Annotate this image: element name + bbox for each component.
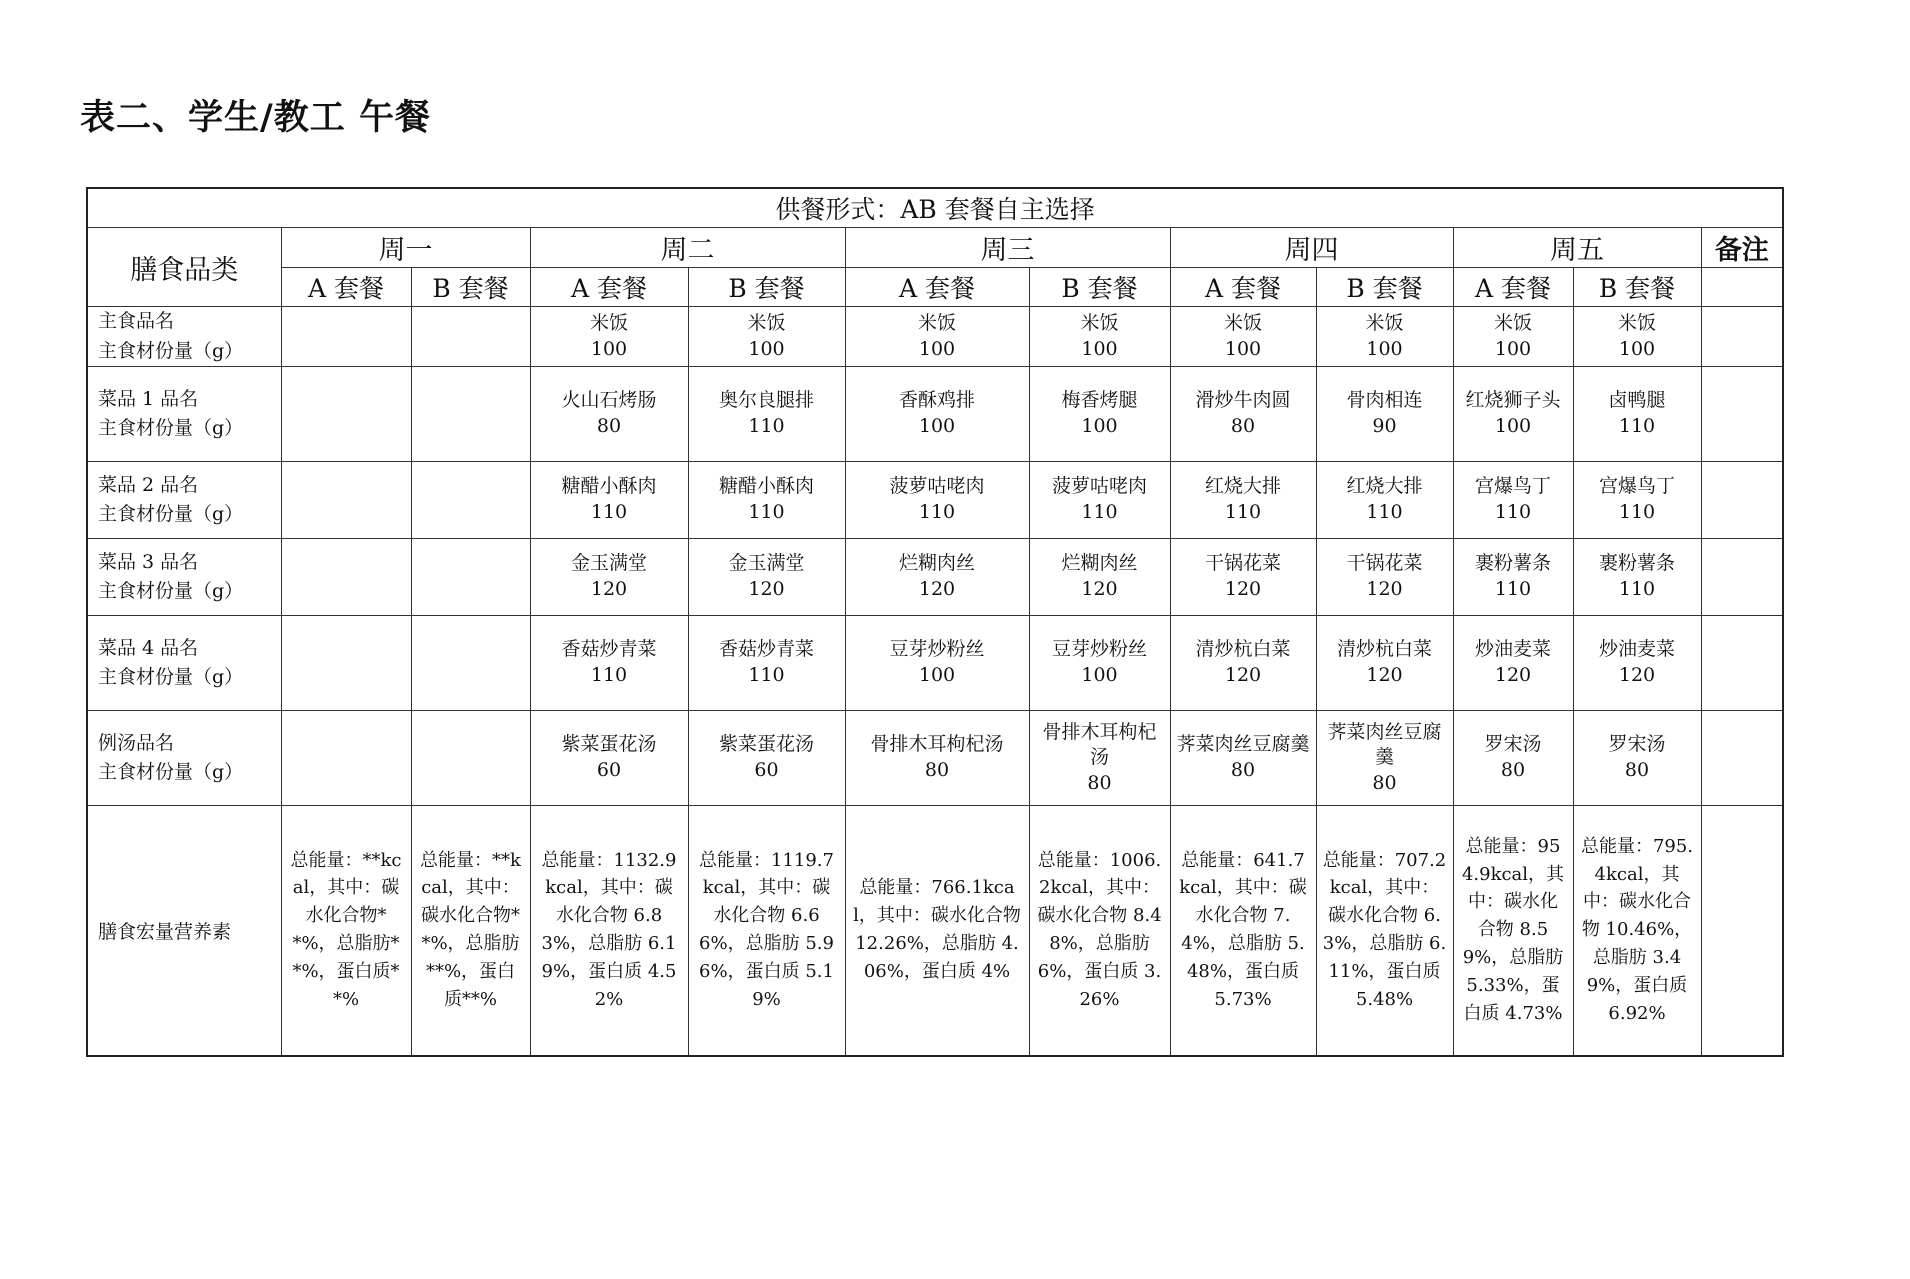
dish-quantity: 60	[754, 759, 779, 781]
dish-cell	[1029, 711, 1170, 806]
dish-name: 菠萝咕咾肉	[889, 475, 985, 498]
row-label-qty: 主食材份量（g）	[98, 417, 244, 439]
dish-quantity: 110	[1224, 501, 1262, 523]
dish-quantity: 100	[1494, 337, 1532, 360]
nutrition-cell: 总能量：**kcal，其中：碳水化合物**%，总脂肪**%，蛋白质**%	[411, 806, 530, 1056]
dish-cell	[1029, 539, 1170, 616]
note-cell	[1701, 806, 1783, 1056]
dish-name: 红烧狮子头	[1465, 389, 1561, 412]
dish-name: 红烧大排	[1346, 475, 1423, 498]
row-label	[87, 539, 281, 616]
dish-name: 罗宋汤	[1484, 733, 1542, 756]
dish-quantity: 120	[1224, 578, 1262, 600]
nutrition-cell: 总能量：795.4kcal，其中：碳水化合物 10.46%，总脂肪 3.49%，蛋白质 6.92%	[1573, 806, 1701, 1056]
dish-name: 骨排木耳枸杞汤	[870, 733, 1004, 756]
dish-quantity: 90	[1372, 415, 1397, 437]
nutrition-cell: 总能量：**kcal，其中：碳水化合物**%，总脂肪**%，蛋白质**%	[281, 806, 411, 1056]
row-label-qty: 主食材份量（g）	[98, 339, 244, 362]
dish-name: 米饭	[589, 311, 628, 334]
dish-quantity: 80	[1087, 771, 1112, 794]
dish-cell	[281, 367, 411, 462]
dish-quantity: 100	[918, 415, 956, 437]
dish-name: 炒油麦菜	[1598, 638, 1675, 661]
row-label	[87, 711, 281, 806]
set-a-header: A 套餐	[1453, 268, 1573, 307]
nutrition-label: 膳食宏量营养素	[87, 806, 281, 1056]
dish-cell	[1170, 307, 1316, 367]
note-cell	[1701, 539, 1783, 616]
dish-name: 奥尔良腿排	[718, 389, 814, 412]
nutrition-cell: 总能量：1119.7kcal，其中：碳水化合物 6.66%，总脂肪 5.96%，蛋白质 5.19%	[688, 806, 845, 1056]
dish-quantity: 120	[748, 578, 785, 600]
dish-quantity: 110	[748, 501, 785, 523]
dish-quantity: 100	[918, 664, 956, 686]
dish-name: 卤鸭腿	[1608, 389, 1666, 412]
dish-cell	[845, 367, 1029, 462]
day-header: 周一	[281, 228, 530, 268]
dish-cell	[1316, 367, 1453, 462]
dish-quantity: 110	[748, 664, 785, 686]
nutrition-cell: 总能量：1006.2kcal，其中：碳水化合物 8.48%，总脂肪 6%，蛋白质 3.26%	[1029, 806, 1170, 1056]
row-label-name: 主食品名	[98, 310, 175, 333]
dish-cell	[845, 462, 1029, 539]
dish-cell	[530, 367, 688, 462]
dish-name: 干锅花菜	[1204, 552, 1281, 575]
day-header: 周四	[1170, 228, 1453, 268]
row-label-name: 菜品 2 品名	[98, 473, 199, 496]
row-label	[87, 616, 281, 711]
dish-name: 干锅花菜	[1346, 552, 1423, 575]
dish-quantity: 120	[1366, 664, 1403, 686]
dish-cell	[1573, 367, 1701, 462]
dish-cell	[530, 539, 688, 616]
dish-quantity: 80	[1500, 759, 1526, 781]
dish-name: 糖醋小酥肉	[561, 475, 657, 498]
dish-cell	[1573, 307, 1701, 367]
row-label-name: 菜品 1 品名	[98, 387, 199, 410]
dish-quantity: 80	[1230, 759, 1256, 781]
dish-cell	[1170, 367, 1316, 462]
dish-quantity: 80	[1230, 415, 1256, 437]
dish-cell	[281, 539, 411, 616]
table-row	[87, 367, 1783, 462]
dish-cell	[530, 307, 688, 367]
dish-quantity: 80	[924, 759, 950, 781]
nutrition-cell: 总能量：1132.9kcal，其中：碳水化合物 6.83%，总脂肪 6.19%，蛋白质 4.52%	[530, 806, 688, 1056]
dish-name: 骨肉相连	[1346, 389, 1423, 412]
dish-quantity: 80	[1624, 759, 1650, 781]
dish-quantity: 120	[590, 578, 628, 600]
dish-cell	[1573, 616, 1701, 711]
dish-name: 香菇炒青菜	[718, 638, 814, 661]
dish-quantity: 100	[918, 337, 956, 360]
note-header: 备注	[1701, 228, 1783, 268]
dish-name: 金玉满堂	[570, 552, 647, 575]
dish-cell	[845, 711, 1029, 806]
row-label-name: 菜品 3 品名	[98, 550, 199, 573]
note-cell	[1701, 307, 1783, 367]
dish-cell	[688, 539, 845, 616]
dish-name: 香菇炒青菜	[561, 638, 657, 661]
nutrition-row	[87, 806, 1783, 1056]
dish-name: 烂糊肉丝	[1061, 552, 1138, 575]
dish-cell	[1170, 711, 1316, 806]
table-row	[87, 539, 1783, 616]
table-row	[87, 616, 1783, 711]
row-label	[87, 367, 281, 462]
dish-cell	[281, 462, 411, 539]
set-b-header: B 套餐	[411, 268, 530, 307]
dish-cell	[1170, 462, 1316, 539]
dish-quantity: 100	[748, 337, 785, 360]
dish-cell	[1453, 616, 1573, 711]
dish-cell	[1453, 367, 1573, 462]
nutrition-cell: 总能量：954.9kcal，其中：碳水化合物 8.59%，总脂肪 5.33%，蛋白质 4.73%	[1453, 806, 1573, 1056]
dish-cell	[688, 462, 845, 539]
dish-quantity: 100	[1081, 337, 1118, 360]
dish-cell	[1316, 616, 1453, 711]
dish-quantity: 120	[1494, 664, 1532, 686]
dish-cell	[1573, 539, 1701, 616]
row-label	[87, 307, 281, 367]
dish-cell	[281, 307, 411, 367]
set-b-header: B 套餐	[1316, 268, 1453, 307]
row-label	[87, 462, 281, 539]
dish-name: 骨排木耳枸杞汤	[1042, 720, 1157, 769]
service-format: 供餐形式：AB 套餐自主选择	[87, 188, 1783, 228]
set-a-header: A 套餐	[530, 268, 688, 307]
dish-cell	[688, 367, 845, 462]
dish-quantity: 120	[1366, 578, 1403, 600]
dish-cell	[1170, 539, 1316, 616]
dish-name: 金玉满堂	[728, 552, 805, 575]
dish-name: 紫菜蛋花汤	[561, 733, 657, 756]
dish-cell	[411, 367, 530, 462]
dish-name: 米饭	[1223, 311, 1262, 334]
dish-cell	[688, 616, 845, 711]
note-cell	[1701, 367, 1783, 462]
dish-cell	[1170, 616, 1316, 711]
dish-quantity: 80	[1372, 771, 1397, 794]
nutrition-cell: 总能量：766.1kcal，其中：碳水化合物 12.26%，总脂肪 4.06%，蛋白质 4%	[845, 806, 1029, 1056]
note-cell	[1701, 268, 1783, 307]
dish-name: 滑炒牛肉圆	[1195, 389, 1291, 412]
dish-name: 裹粉薯条	[1598, 552, 1675, 575]
dish-quantity: 100	[1224, 337, 1262, 360]
dish-cell	[1453, 462, 1573, 539]
dish-name: 梅香烤腿	[1061, 389, 1138, 412]
set-b-header: B 套餐	[1573, 268, 1701, 307]
dish-cell	[530, 711, 688, 806]
dish-cell	[1316, 539, 1453, 616]
category-header: 膳食品类	[87, 228, 281, 307]
dish-cell	[1029, 616, 1170, 711]
dish-quantity: 110	[918, 501, 956, 523]
dish-quantity: 100	[1081, 664, 1118, 686]
dish-name: 烂糊肉丝	[898, 552, 975, 575]
set-b-header: B 套餐	[688, 268, 845, 307]
dish-quantity: 120	[1618, 664, 1656, 686]
page-title: 表二、学生/教工 午餐	[80, 98, 431, 138]
row-label-qty: 主食材份量（g）	[98, 580, 244, 602]
dish-name: 米饭	[747, 311, 786, 334]
dish-cell	[1453, 539, 1573, 616]
dish-cell	[845, 307, 1029, 367]
dish-quantity: 110	[1618, 415, 1656, 437]
dish-quantity: 100	[1081, 415, 1118, 437]
dish-cell	[411, 539, 530, 616]
dish-name: 荠菜肉丝豆腐羹	[1176, 733, 1310, 756]
nutrition-cell: 总能量：707.2kcal，其中：碳水化合物 6.3%，总脂肪 6.11%，蛋白质 5.48%	[1316, 806, 1453, 1056]
dish-name: 荠菜肉丝豆腐羹	[1327, 720, 1442, 769]
row-label-qty: 主食材份量（g）	[98, 761, 244, 783]
note-cell	[1701, 616, 1783, 711]
dish-name: 紫菜蛋花汤	[718, 733, 814, 756]
dish-quantity: 110	[590, 501, 628, 523]
dish-cell	[1573, 462, 1701, 539]
dish-name: 米饭	[917, 311, 956, 334]
dish-name: 米饭	[1617, 311, 1656, 334]
dish-name: 裹粉薯条	[1474, 552, 1551, 575]
dish-cell	[1029, 307, 1170, 367]
lunch-menu-table	[86, 187, 1784, 1057]
dish-cell	[1316, 307, 1453, 367]
dish-name: 豆芽炒粉丝	[1051, 638, 1147, 661]
dish-name: 宫爆鸟丁	[1598, 475, 1675, 498]
dish-name: 米饭	[1493, 311, 1532, 334]
note-cell	[1701, 711, 1783, 806]
note-cell	[1701, 462, 1783, 539]
dish-name: 红烧大排	[1204, 475, 1281, 498]
row-label-name: 例汤品名	[98, 731, 175, 754]
dish-quantity: 120	[1224, 664, 1262, 686]
dish-quantity: 110	[748, 415, 785, 437]
dish-cell	[1573, 711, 1701, 806]
dish-quantity: 120	[1081, 578, 1118, 600]
set-a-header: A 套餐	[845, 268, 1029, 307]
dish-quantity: 110	[1366, 501, 1403, 523]
dish-cell	[688, 307, 845, 367]
row-label-name: 菜品 4 品名	[98, 636, 199, 659]
dish-name: 米饭	[1080, 311, 1119, 334]
dish-cell	[411, 462, 530, 539]
dish-name: 火山石烤肠	[561, 389, 657, 412]
dish-cell	[530, 616, 688, 711]
dish-cell	[1453, 307, 1573, 367]
dish-quantity: 110	[590, 664, 628, 686]
dish-name: 宫爆鸟丁	[1474, 475, 1551, 498]
dish-quantity: 110	[1494, 578, 1532, 600]
dish-name: 糖醋小酥肉	[718, 475, 814, 498]
dish-cell	[281, 616, 411, 711]
dish-quantity: 110	[1081, 501, 1118, 523]
dish-name: 香酥鸡排	[898, 389, 975, 412]
day-header: 周二	[530, 228, 845, 268]
dish-cell	[1316, 462, 1453, 539]
dish-cell	[411, 616, 530, 711]
dish-name: 罗宋汤	[1608, 733, 1666, 756]
dish-name: 菠萝咕咾肉	[1051, 475, 1147, 498]
dish-quantity: 100	[1366, 337, 1403, 360]
dish-name: 炒油麦菜	[1474, 638, 1551, 661]
dish-quantity: 110	[1494, 501, 1532, 523]
table-row	[87, 711, 1783, 806]
dish-cell	[1453, 711, 1573, 806]
dish-quantity: 110	[1618, 578, 1656, 600]
dish-cell	[530, 462, 688, 539]
dish-quantity: 100	[1618, 337, 1656, 360]
row-label-qty: 主食材份量（g）	[98, 666, 244, 688]
day-header: 周五	[1453, 228, 1701, 268]
dish-cell	[845, 539, 1029, 616]
dish-name: 米饭	[1365, 311, 1404, 334]
dish-cell	[281, 711, 411, 806]
set-b-header: B 套餐	[1029, 268, 1170, 307]
dish-cell	[688, 711, 845, 806]
dish-cell	[1029, 367, 1170, 462]
dish-cell	[411, 711, 530, 806]
dish-quantity: 110	[1618, 501, 1656, 523]
dish-quantity: 120	[918, 578, 956, 600]
dish-name: 豆芽炒粉丝	[889, 638, 985, 661]
set-a-header: A 套餐	[281, 268, 411, 307]
dish-cell	[1029, 462, 1170, 539]
set-a-header: A 套餐	[1170, 268, 1316, 307]
dish-cell	[845, 616, 1029, 711]
dish-quantity: 60	[596, 759, 622, 781]
dish-cell	[411, 307, 530, 367]
dish-quantity: 100	[590, 337, 628, 360]
dish-quantity: 80	[596, 415, 622, 437]
nutrition-cell: 总能量：641.7kcal，其中：碳水化合物 7.4%，总脂肪 5.48%，蛋白质 5.73%	[1170, 806, 1316, 1056]
dish-name: 清炒杭白菜	[1336, 638, 1432, 661]
dish-cell	[1316, 711, 1453, 806]
day-header: 周三	[845, 228, 1170, 268]
table-row	[87, 462, 1783, 539]
dish-name: 清炒杭白菜	[1195, 638, 1291, 661]
dish-quantity: 100	[1494, 415, 1532, 437]
row-label-qty: 主食材份量（g）	[98, 503, 244, 525]
table-row	[87, 307, 1783, 367]
